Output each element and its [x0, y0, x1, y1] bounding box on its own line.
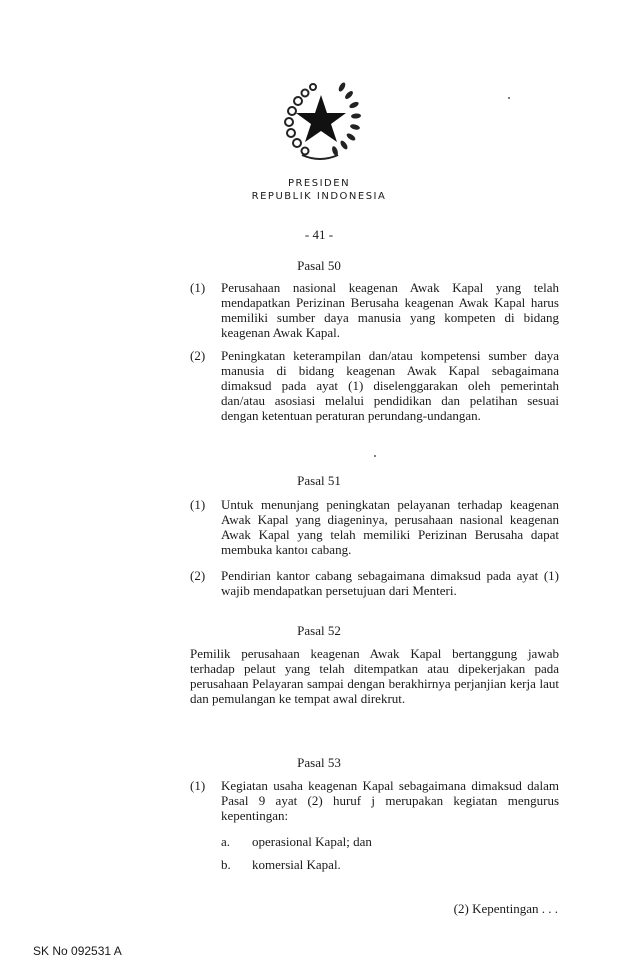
header-line-republik: REPUBLIK INDONESIA: [251, 191, 387, 202]
pasal-51-item-2-text: Pendirian kantor cabang sebagaimana dimaksud pada ayat (1) wajib mendapatkan persetujuan dari Menteri.: [221, 568, 559, 598]
speck-mark: [374, 455, 376, 457]
pasal-53-item-1-number: (1): [190, 778, 206, 793]
pasal-50-item-2-number: (2): [190, 348, 206, 363]
pasal-53-sub-b-letter: b.: [221, 857, 231, 872]
pasal-53-sub-b-text: komersial Kapal.: [252, 857, 341, 872]
pasal-51-item-2-number: (2): [190, 568, 206, 583]
pasal-50-item-2-text: Peningkatan keterampilan dan/atau kompetensi sumber daya manusia di bidang keagenan Awak Kapal sebagaimana dimaksud pada ayat (1) diselenggarakan oleh pemerintah dan/atau asosiasi melalui pendidikan dan pelatihan sesuai dengan ketentuan peraturan perundang-undangan.: [221, 348, 559, 423]
pasal-51-item-1-text: Untuk menunjang peningkatan pelayanan terhadap keagenan Awak Kapal yang diageninya, perusahaan nasional keagenan Awak Kapal yang telah memiliki Perizinan Berusaha dapat membuka kantoı cabang.: [221, 497, 559, 557]
page-number: - 41 -: [304, 227, 334, 242]
speck-mark: [508, 97, 510, 99]
pasal-52-text: Pemilik perusahaan keagenan Awak Kapal bertanggung jawab terhadap pelaut yang telah ditempatkan atau dipekerjakan pada perusahaan Pelayaran sampai dengan berakhirnya perjanjian kerja laut dan pemulangan ke tempat awal direkrut.: [190, 646, 559, 706]
continuation-text: (2) Kepentingan . . .: [453, 901, 558, 916]
pasal-51-title: Pasal 51: [297, 473, 341, 488]
pasal-53-title: Pasal 53: [297, 755, 341, 770]
document-serial-code: SK No 092531 A: [33, 944, 122, 958]
pasal-50-item-1-number: (1): [190, 280, 206, 295]
pasal-52-title: Pasal 52: [297, 623, 341, 638]
pasal-53-sub-a-letter: a.: [221, 834, 231, 849]
pasal-53-sub-a-text: operasional Kapal; dan: [252, 834, 372, 849]
pasal-50-title: Pasal 50: [297, 258, 341, 273]
garuda-star-emblem-icon: [272, 73, 368, 165]
header-line-presiden: PRESIDEN: [287, 178, 351, 189]
pasal-53-item-1-text: Kegiatan usaha keagenan Kapal sebagaimana dimaksud dalam Pasal 9 ayat (2) huruf j merupakan kegiatan mengurus kepentingan:: [221, 778, 559, 823]
pasal-50-item-1-text: Perusahaan nasional keagenan Awak Kapal yang telah mendapatkan Perizinan Berusaha keagenan Awak Kapal harus memiliki sumber daya manusia yang kompeten di bidang keagenan Awak Kapal.: [221, 280, 559, 340]
pasal-51-item-1-number: (1): [190, 497, 206, 512]
